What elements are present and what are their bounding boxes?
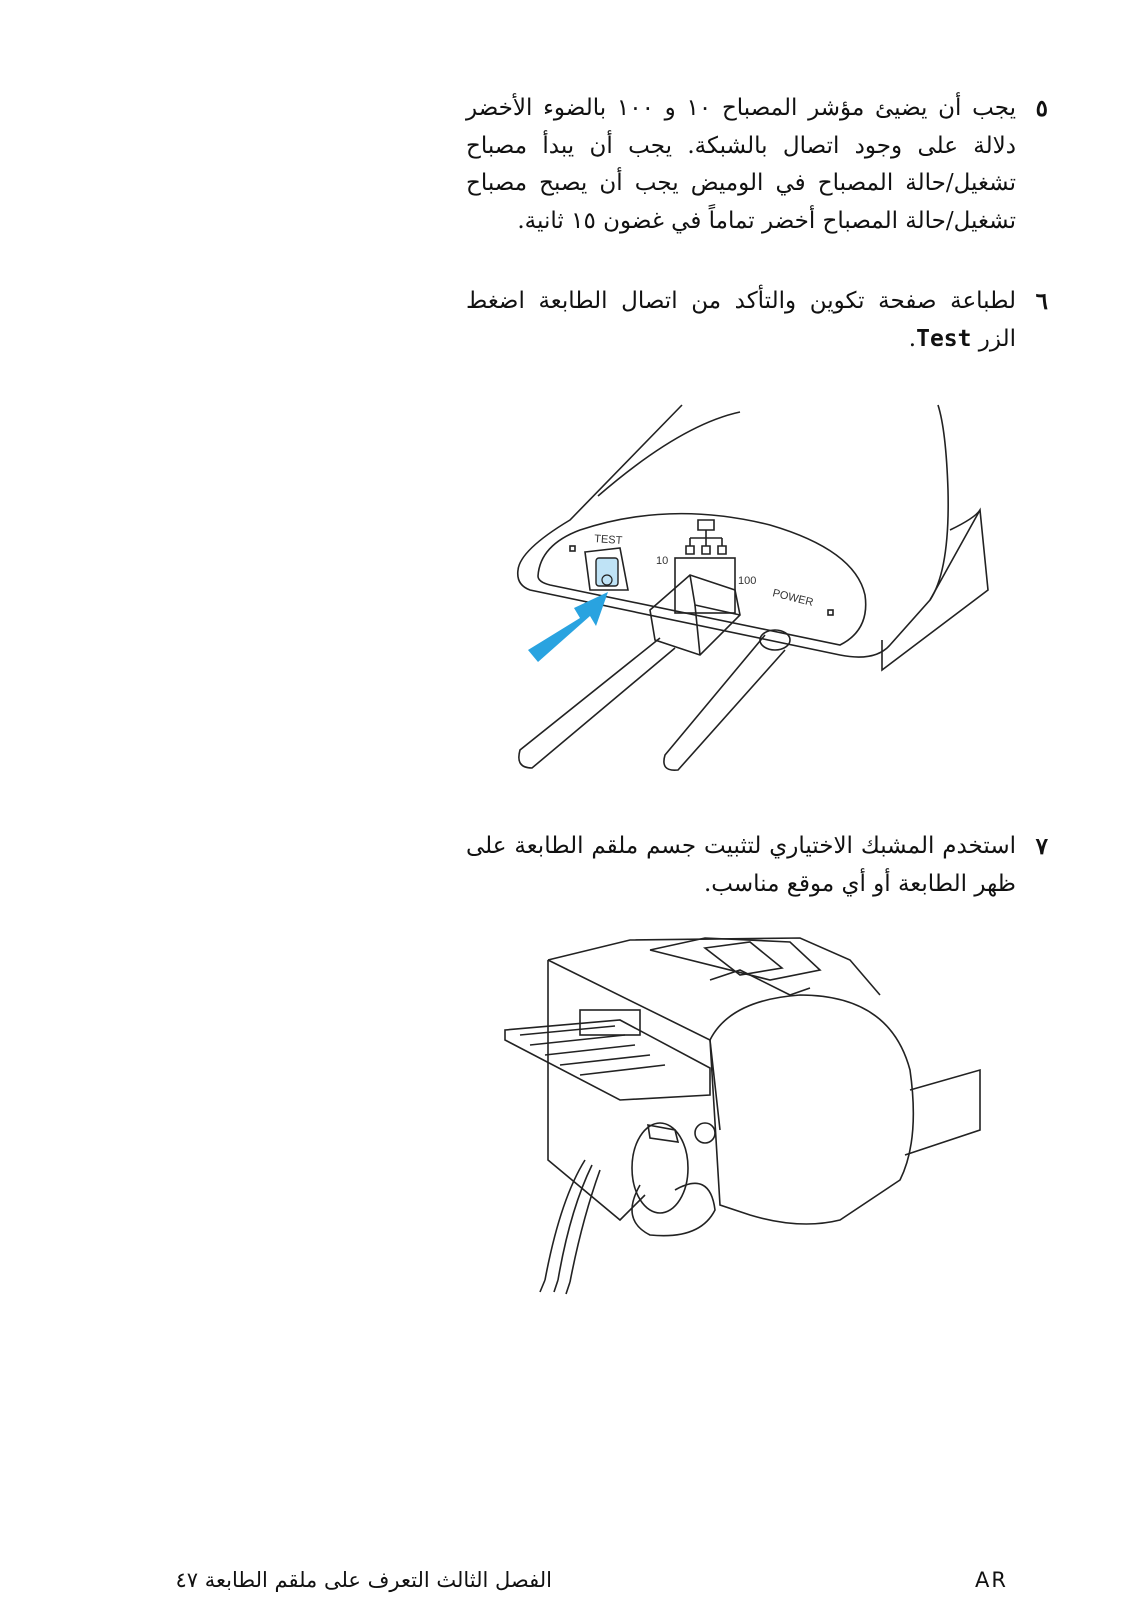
step-text: استخدم المشبك الاختياري لتثبيت جسم ملقم الطابعة على ظهر الطابعة أو أي موقع مناسب. <box>466 833 1016 897</box>
label-100: 100 <box>738 575 757 587</box>
step-7 <box>466 828 1048 903</box>
step-text-before: لطباعة صفحة تكوين والتأكد من اتصال الطابعة اضغط الزر <box>466 288 1016 352</box>
device-right-side <box>882 510 988 670</box>
test-button <box>596 558 618 586</box>
footer-page-number: ٤٧ <box>175 1568 199 1592</box>
printer-rear-clip-illustration <box>500 920 1010 1310</box>
network-cables <box>545 1160 600 1282</box>
side-extension <box>905 1070 980 1155</box>
footer-chapter-title: الفصل الثالث التعرف على ملقم الطابعة <box>204 1568 552 1592</box>
step-text <box>466 283 1016 358</box>
footer-language: AR <box>975 1568 1008 1592</box>
ethernet-port <box>675 558 735 613</box>
step-number: ٧ <box>1035 833 1048 860</box>
step-text-after: . <box>908 325 917 352</box>
device-top-edge <box>598 412 740 496</box>
test-label: TEST <box>593 533 623 547</box>
step-number: ٦ <box>1035 288 1048 315</box>
printer-right-housing <box>710 995 913 1224</box>
power-label: POWER <box>771 587 815 609</box>
step-number: ٥ <box>1035 95 1048 122</box>
print-server-unit <box>632 1123 688 1213</box>
power-indicator <box>828 610 833 615</box>
press-arrow-icon <box>528 592 608 662</box>
test-button-name: Test <box>916 325 972 352</box>
power-cable-end <box>760 630 790 650</box>
footer-chapter <box>175 1568 552 1592</box>
step-text: يجب أن يضيئ مؤشر المصباح ١٠ و ١٠٠ بالضوء الأخضر دلالة على وجود اتصال بالشبكة. يجب أن يبدأ مصباح تشغيل/حالة المصباح في الوميض يجب أن يصبح مصباح تشغيل/حالة المصباح أخضر تماماً في غضون ١٥ ثانية. <box>466 95 1017 234</box>
network-icon <box>686 520 726 554</box>
test-indicator <box>570 546 575 551</box>
step-6 <box>466 283 1048 358</box>
label-10: 10 <box>656 555 669 567</box>
step-5 <box>466 90 1048 240</box>
power-cable <box>664 635 785 770</box>
print-server-test-illustration <box>510 400 1006 790</box>
